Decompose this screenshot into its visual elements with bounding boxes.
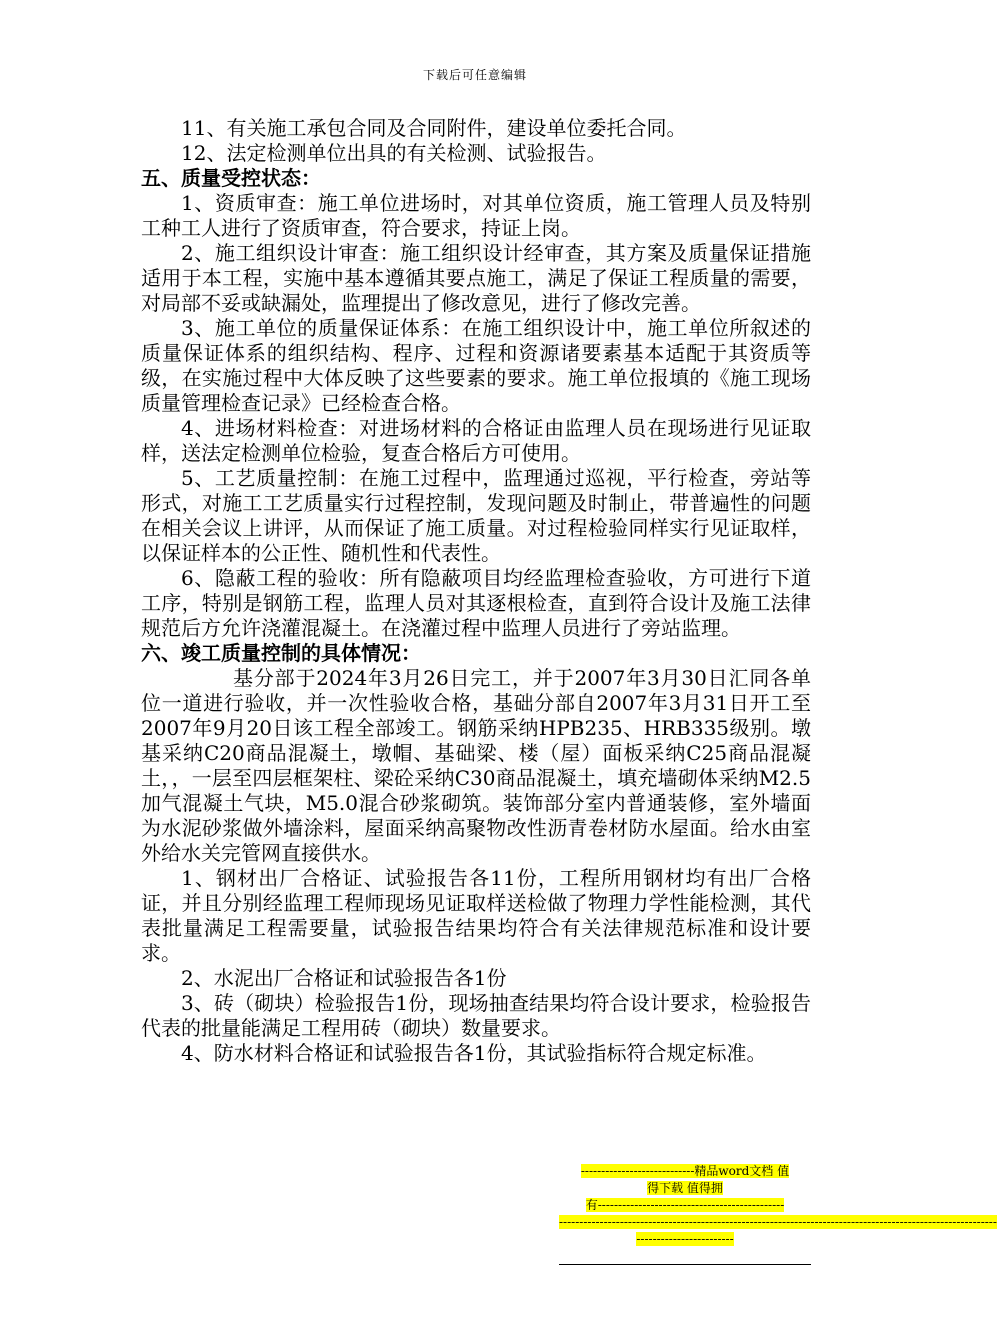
- paragraph-material-check: 4、进场材料检查：对进场材料的合格证由监理人员在现场进行见证取样，送法定检测单位检验，复查合格后方可使用。: [141, 416, 811, 465]
- footer-line-4: ------------------------------------------------------------------------------------------------------------: [559, 1215, 997, 1229]
- page-header: 下载后可任意编辑: [422, 68, 527, 82]
- paragraph-cement-certificates: 2、水泥出厂合格证和试验报告各1份: [181, 966, 507, 990]
- paragraph-brick-report: 3、砖（砌块）检验报告1份，现场抽查结果均符合设计要求，检验报告代表的批量能满足工程用砖（砌块）数量要求。: [141, 991, 811, 1040]
- paragraph-quality-system: 3、施工单位的质量保证体系：在施工组织设计中，施工单位所叙述的质量保证体系的组织结构、程序、过程和资源诸要素基本适配于其资质等级，在实施过程中大体反映了这些要素的要求。施工单位报填的《施工现场质量管理检查记录》已经检查合格。: [141, 316, 811, 415]
- paragraph-steel-certificates: 1、钢材出厂合格证、试验报告各11份，工程所用钢材均有出厂合格证，并且分别经监理工程师现场见证取样送检做了物理力学性能检测，其代表批量满足工程需要量，试验报告结果均符合有关法律规范标准和设计要求。: [141, 866, 811, 965]
- footer-line-2: 得下载 值得拥: [647, 1181, 723, 1195]
- section-heading-6: 六、竣工质量控制的具体情况：: [141, 641, 421, 665]
- paragraph-qualification-review: 1、资质审查：施工单位进场时，对其单位资质，施工管理人员及特别工种工人进行了资质审查，符合要求，持证上岗。: [141, 191, 811, 240]
- footer-line-5: ------------------------: [636, 1232, 734, 1246]
- document-body: [141, 116, 811, 1066]
- footer-watermark: [559, 1163, 997, 1248]
- paragraph-process-control: 5、工艺质量控制：在施工过程中，监理通过巡视，平行检查，旁站等形式，对施工工艺质量实行过程控制，发现问题及时制止，带普遍性的问题在相关会议上讲评，从而保证了施工质量。对过程检验同样实行见证取样，以保证样本的公正性、随机性和代表性。: [141, 466, 811, 565]
- paragraph-waterproof-report: 4、防水材料合格证和试验报告各1份，其试验指标符合规定标准。: [181, 1041, 767, 1065]
- footer-line-3: 有----------------------------------------------: [585, 1198, 785, 1212]
- footer-rule: [559, 1264, 811, 1265]
- paragraph-completion-summary: 基分部于2024年3月26日完工，并于2007年3月30日汇同各单位一道进行验收，并一次性验收合格，基础分部自2007年3月31日开工至2007年9月20日该工程全部竣工。钢筋采纳HPB235、HRB335级别。墩基采纳C20商品混凝土，墩帽、基础梁、楼（屋）面板采纳C25商品混凝土，，一层至四层框架柱、梁砼采纳C30商品混凝土，填充墙砌体采纳M2.5加气混凝土气块，M5.0混合砂浆砌筑。装饰部分室内普通装修，室外墙面为水泥砂浆做外墙涂料，屋面采纳高聚物改性沥青卷材防水屋面。给水由室外给水关完管网直接供水。: [141, 666, 811, 865]
- paragraph-item-11: 11、有关施工承包合同及合同附件，建设单位委托合同。: [181, 116, 687, 140]
- section-heading-5: 五、质量受控状态：: [141, 166, 321, 190]
- paragraph-hidden-works: 6、隐蔽工程的验收：所有隐蔽项目均经监理检查验收，方可进行下道工序，特别是钢筋工程，监理人员对其逐根检查，直到符合设计及施工法律规范后方允许浇灌混凝土。在浇灌过程中监理人员进行了旁站监理。: [141, 566, 811, 640]
- paragraph-design-review: 2、施工组织设计审查：施工组织设计经审查，其方案及质量保证措施适用于本工程，实施中基本遵循其要点施工，满足了保证工程质量的需要，对局部不妥或缺漏处，监理提出了修改意见，进行了修改完善。: [141, 241, 811, 315]
- footer-line-1: ----------------------------精品word文档 值: [580, 1164, 790, 1178]
- paragraph-item-12: 12、法定检测单位出具的有关检测、试验报告。: [181, 141, 607, 165]
